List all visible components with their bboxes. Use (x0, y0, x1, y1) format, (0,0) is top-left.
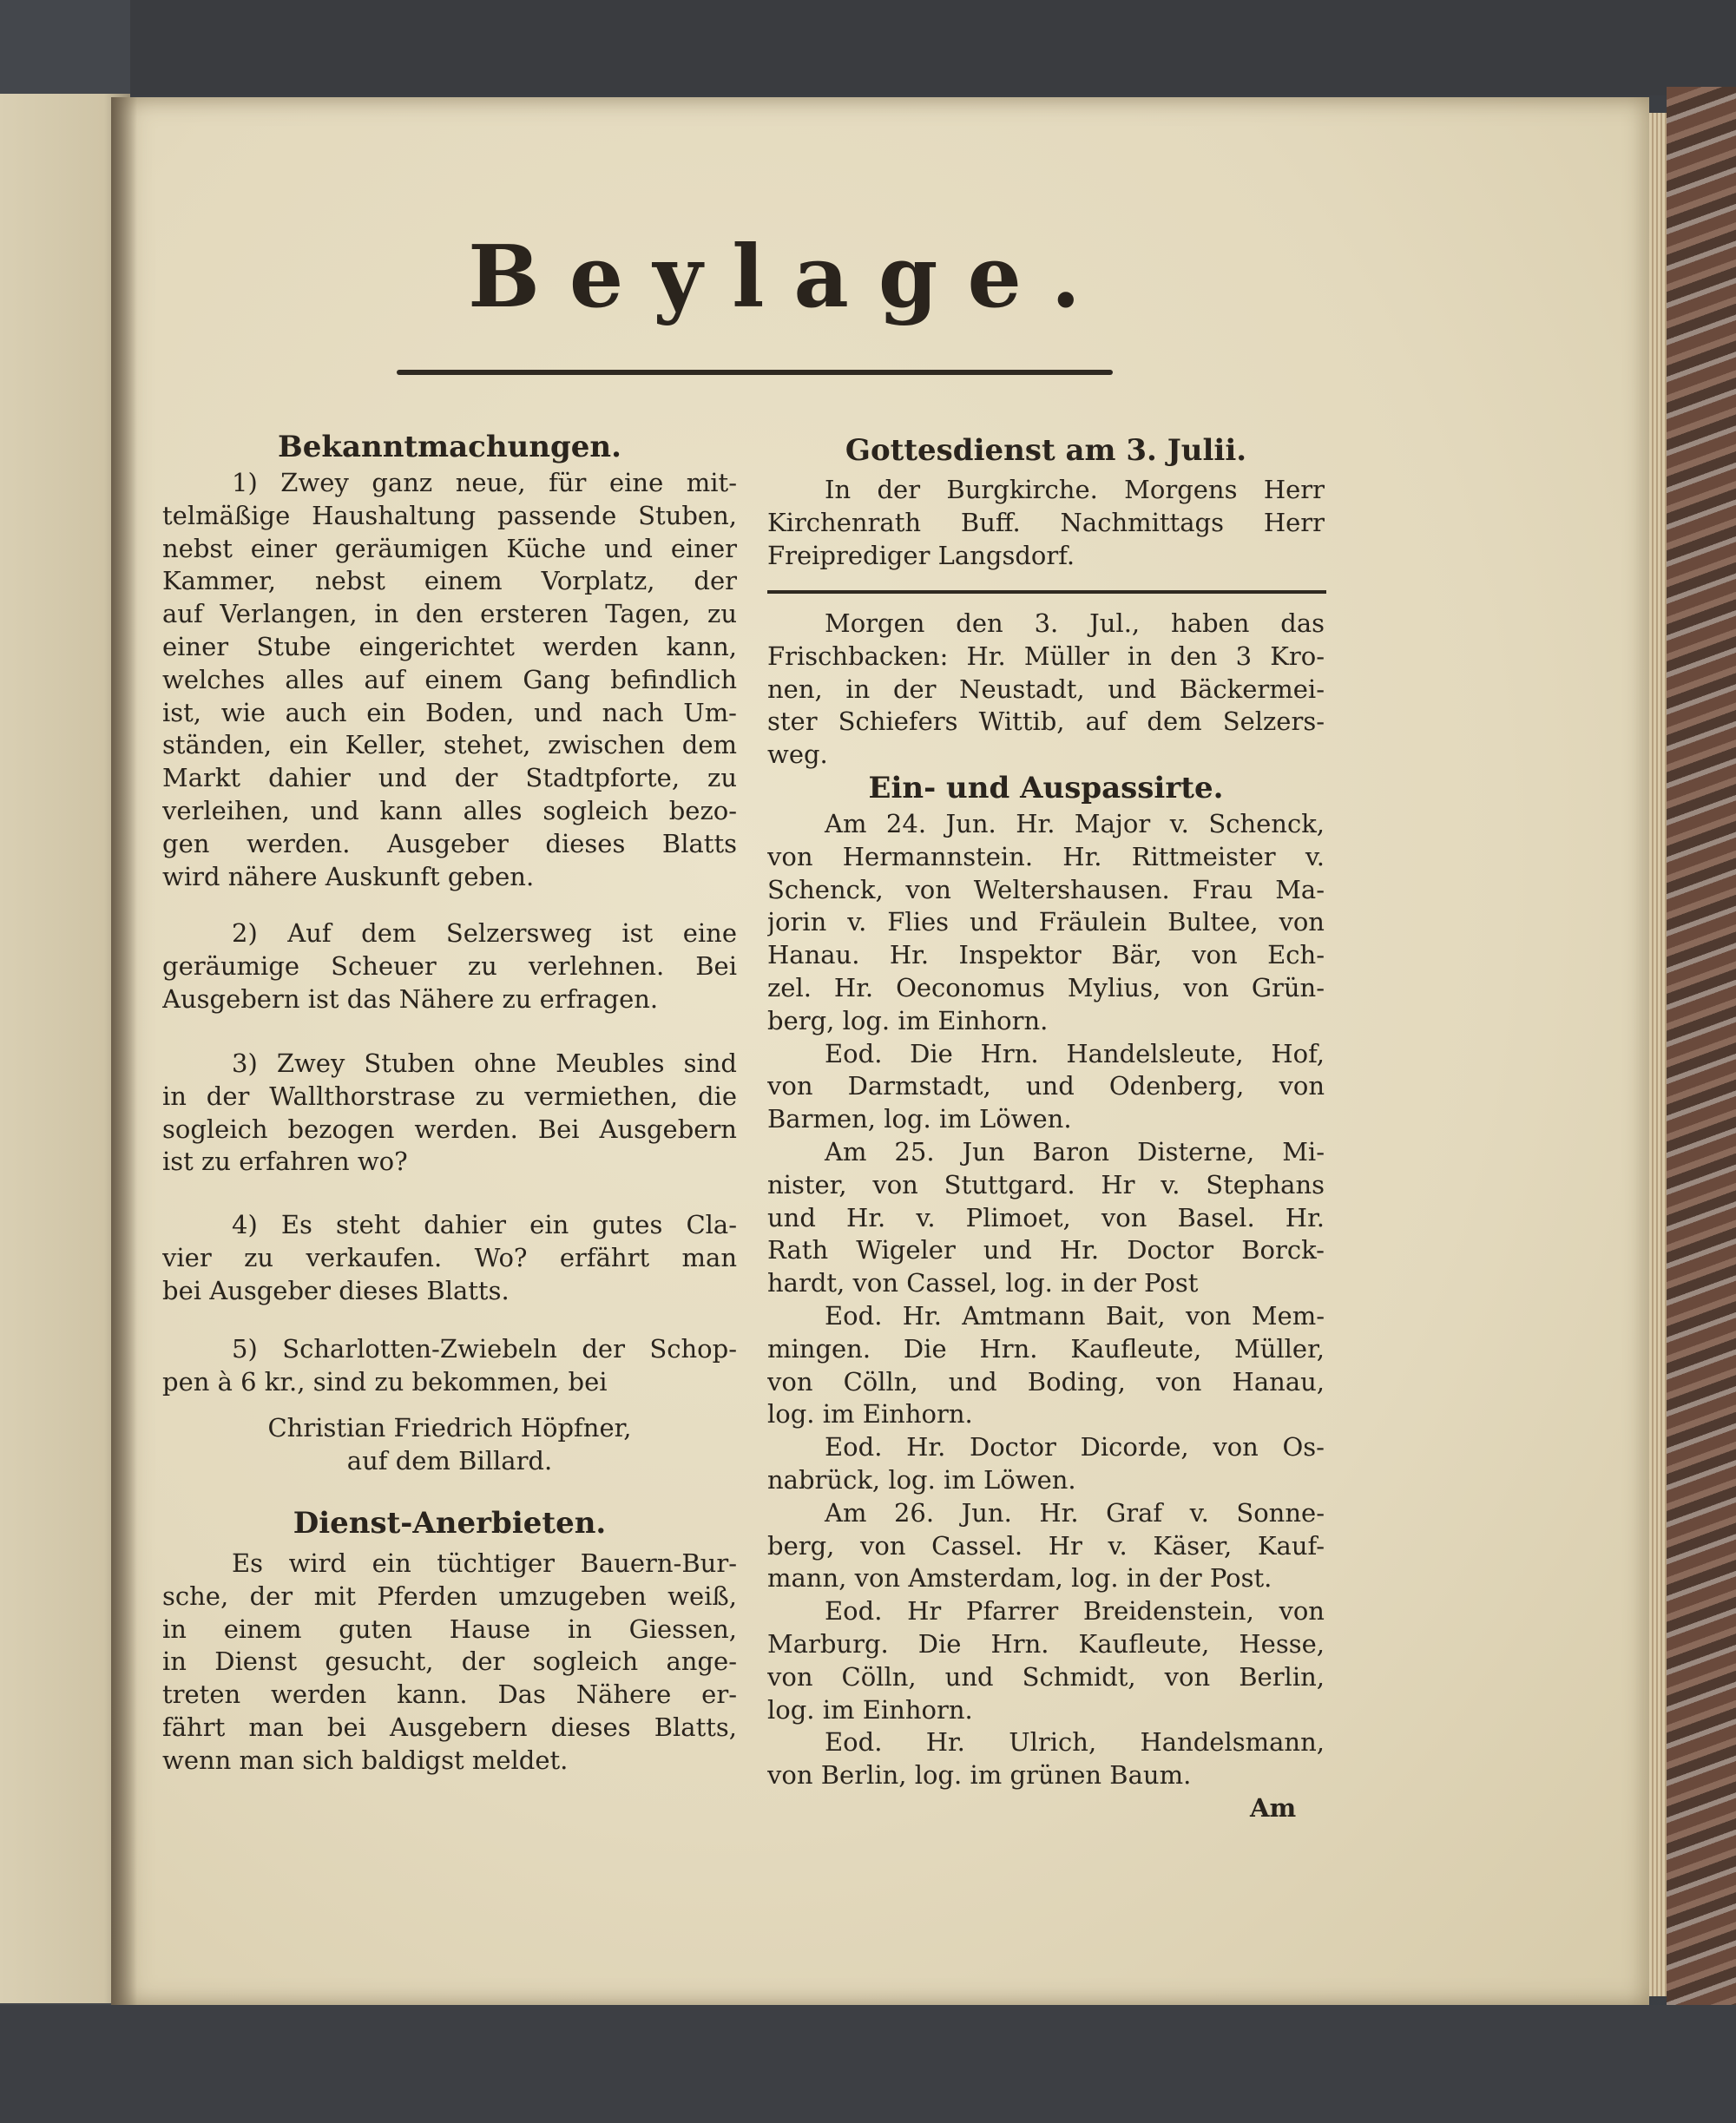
text-line: geräumige Scheuer zu verlehnen. Bei (162, 950, 737, 981)
traveller-entry (767, 1431, 1325, 1497)
text-line: Frischbacken: Hr. Müller in den 3 Kro- (767, 641, 1325, 671)
text-line: Eod. Hr Pfarrer Breidenstein, von (825, 1596, 1325, 1627)
traveller-entry (767, 1136, 1325, 1300)
text-line: ist, wie auch ein Boden, und nach Um- (162, 697, 737, 727)
text-line: nabrück, log. im Löwen. (767, 1464, 1076, 1495)
text-line: nebst einer geräumigen Küche und einer (162, 533, 737, 563)
text-line: vier zu verkaufen. Wo? erfährt man (162, 1242, 737, 1272)
section-heading-service-offers: Dienst-Anerbieten. (293, 1506, 607, 1541)
text-line: wird nähere Auskunft geben. (162, 861, 535, 891)
text-line: von Darmstadt, und Odenberg, von (767, 1071, 1325, 1101)
text-line: verleihen, und kann alles sogleich bezo- (162, 795, 737, 825)
text-line: in Dienst gesucht, der sogleich ange- (162, 1646, 737, 1677)
text-line: treten werden kann. Das Nähere er- (162, 1679, 737, 1710)
bakers-paragraph (767, 608, 1325, 772)
text-line: Morgen den 3. Jul., haben das (825, 608, 1325, 638)
traveller-entry (767, 1038, 1325, 1136)
text-line: Marburg. Die Hrn. Kaufleute, Hesse, (767, 1628, 1325, 1659)
announcement-1 (162, 467, 737, 893)
section-heading-announcements: Bekanntmachungen. (278, 430, 621, 464)
section-heading-travellers: Ein- und Auspassirte. (868, 771, 1224, 805)
text-line: und Hr. v. Plimoet, von Basel. Hr. (767, 1202, 1325, 1232)
text-line: fährt man bei Ausgebern dieses Blatts, (162, 1712, 737, 1742)
text-line: 2) Auf dem Selzersweg ist eine (232, 918, 737, 948)
text-line: 1) Zwey ganz neue, für eine mit- (232, 468, 737, 497)
text-line: log. im Einhorn. (767, 1399, 973, 1430)
text-line: Schenck, von Weltershausen. Frau Ma- (767, 874, 1325, 904)
text-line: berg, log. im Einhorn. (767, 1005, 1049, 1035)
text-line: welches alles auf einem Gang befindlich (162, 664, 737, 694)
text-line: jorin v. Flies und Fräulein Bultee, von (767, 907, 1325, 937)
text-line: in einem guten Hause in Giessen, (162, 1614, 737, 1644)
text-line: von Hermannstein. Hr. Rittmeister v. (767, 841, 1325, 871)
traveller-entry (767, 1300, 1325, 1431)
scan-background-bottom (0, 2005, 1736, 2123)
text-line: ist zu erfahren wo? (162, 1147, 408, 1177)
text-line: Am 24. Jun. Hr. Major v. Schenck, (825, 809, 1325, 838)
text-line: zel. Hr. Oeconomus Mylius, von Grün- (767, 972, 1325, 1002)
text-line: Rath Wigeler und Hr. Doctor Borck- (767, 1235, 1325, 1265)
text-line: Eod. Die Hrn. Handelsleute, Hof, (825, 1038, 1325, 1068)
text-line: berg, von Cassel. Hr v. Käser, Kauf- (767, 1530, 1325, 1561)
text-line: bei Ausgeber dieses Blatts. (162, 1275, 510, 1305)
text-line: Am 25. Jun Baron Disterne, Mi- (825, 1136, 1325, 1167)
traveller-entry (767, 1497, 1325, 1595)
marbled-book-cover (1667, 87, 1736, 2031)
catchword: Am (1250, 1793, 1297, 1823)
text-line: von Cölln, und Schmidt, von Berlin, (767, 1661, 1325, 1692)
section-heading-worship: Gottesdienst am 3. Julii. (845, 433, 1247, 468)
text-line: weg. (767, 739, 828, 770)
text-line: Barmen, log. im Löwen. (767, 1104, 1072, 1134)
text-line: wenn man sich baldigst meldet. (162, 1745, 569, 1775)
worship-paragraph (767, 474, 1325, 572)
service-offer (162, 1548, 737, 1778)
text-line: Kirchenrath Buff. Nachmittags Herr (767, 507, 1325, 537)
text-line: pen à 6 kr., sind zu bekommen, bei (162, 1366, 608, 1397)
right-column (767, 0, 1325, 1996)
announcement-3 (162, 1048, 737, 1179)
text-line: auf Verlangen, in den ersteren Tagen, zu (162, 599, 737, 629)
announcement-2 (162, 917, 737, 1015)
text-line: auf dem Billard. (346, 1445, 553, 1476)
text-line: mingen. Die Hrn. Kaufleute, Müller, (767, 1333, 1325, 1364)
page-title: Beylage. (468, 227, 1110, 327)
text-line: Es wird ein tüchtiger Bauern-Bur- (232, 1548, 737, 1578)
text-line: hardt, von Cassel, log. in der Post (767, 1268, 1199, 1298)
text-line: 3) Zwey Stuben ohne Meubles sind (232, 1048, 737, 1078)
text-line: von Berlin, log. im grünen Baum. (767, 1760, 1192, 1791)
signature (162, 1412, 737, 1478)
text-line: Am 26. Jun. Hr. Graf v. Sonne- (825, 1497, 1325, 1528)
text-line: Markt dahier und der Stadtpforte, zu (162, 763, 737, 793)
text-line: Eod. Hr. Doctor Dicorde, von Os- (825, 1432, 1325, 1462)
page-gutter-shadow (111, 97, 137, 2007)
text-line: gen werden. Ausgeber dieses Blatts (162, 828, 737, 858)
traveller-entry (767, 1595, 1325, 1726)
text-line: einer Stube eingerichtet werden kann, (162, 631, 737, 661)
text-line: Christian Friedrich Höpfner, (267, 1413, 632, 1443)
text-line: von Cölln, und Boding, von Hanau, (767, 1366, 1325, 1397)
text-line: log. im Einhorn. (767, 1694, 973, 1725)
travellers-list (767, 808, 1325, 1792)
text-line: in der Wallthorstrase zu vermiethen, die (162, 1081, 737, 1111)
text-line: Hanau. Hr. Inspektor Bär, von Ech- (767, 940, 1325, 970)
text-line: Freiprediger Langsdorf. (767, 540, 1075, 570)
text-line: nen, in der Neustadt, und Bäckermei- (767, 674, 1325, 704)
text-line: ständen, ein Keller, stehet, zwischen dem (162, 730, 737, 760)
text-line: 4) Es steht dahier ein gutes Cla- (232, 1210, 737, 1239)
text-line: sche, der mit Pferden umzugeben weiß, (162, 1581, 737, 1611)
text-line: sogleich bezogen werden. Bei Ausgebern (162, 1114, 737, 1144)
text-line: mann, von Amsterdam, log. in der Post. (767, 1563, 1272, 1594)
text-line: Eod. Hr. Ulrich, Handelsmann, (825, 1727, 1325, 1758)
traveller-entry (767, 808, 1325, 1038)
text-line: Eod. Hr. Amtmann Bait, von Mem- (825, 1300, 1325, 1331)
text-line: telmäßige Haushaltung passende Stuben, (162, 500, 737, 530)
column-rule (767, 590, 1326, 594)
text-line: nister, von Stuttgard. Hr v. Stephans (767, 1169, 1325, 1200)
text-line: Ausgebern ist das Nähere zu erfragen. (162, 983, 659, 1014)
text-line: 5) Scharlotten-Zwiebeln der Schop- (232, 1334, 737, 1364)
text-line: Kammer, nebst einem Vorplatz, der (162, 566, 737, 596)
announcement-5 (162, 1333, 737, 1399)
text-line: In der Burgkirche. Morgens Herr (825, 475, 1325, 504)
left-column (162, 0, 737, 1996)
announcement-4 (162, 1209, 737, 1307)
text-line: ster Schiefers Wittib, auf dem Selzers- (767, 707, 1325, 737)
traveller-entry (767, 1726, 1325, 1792)
